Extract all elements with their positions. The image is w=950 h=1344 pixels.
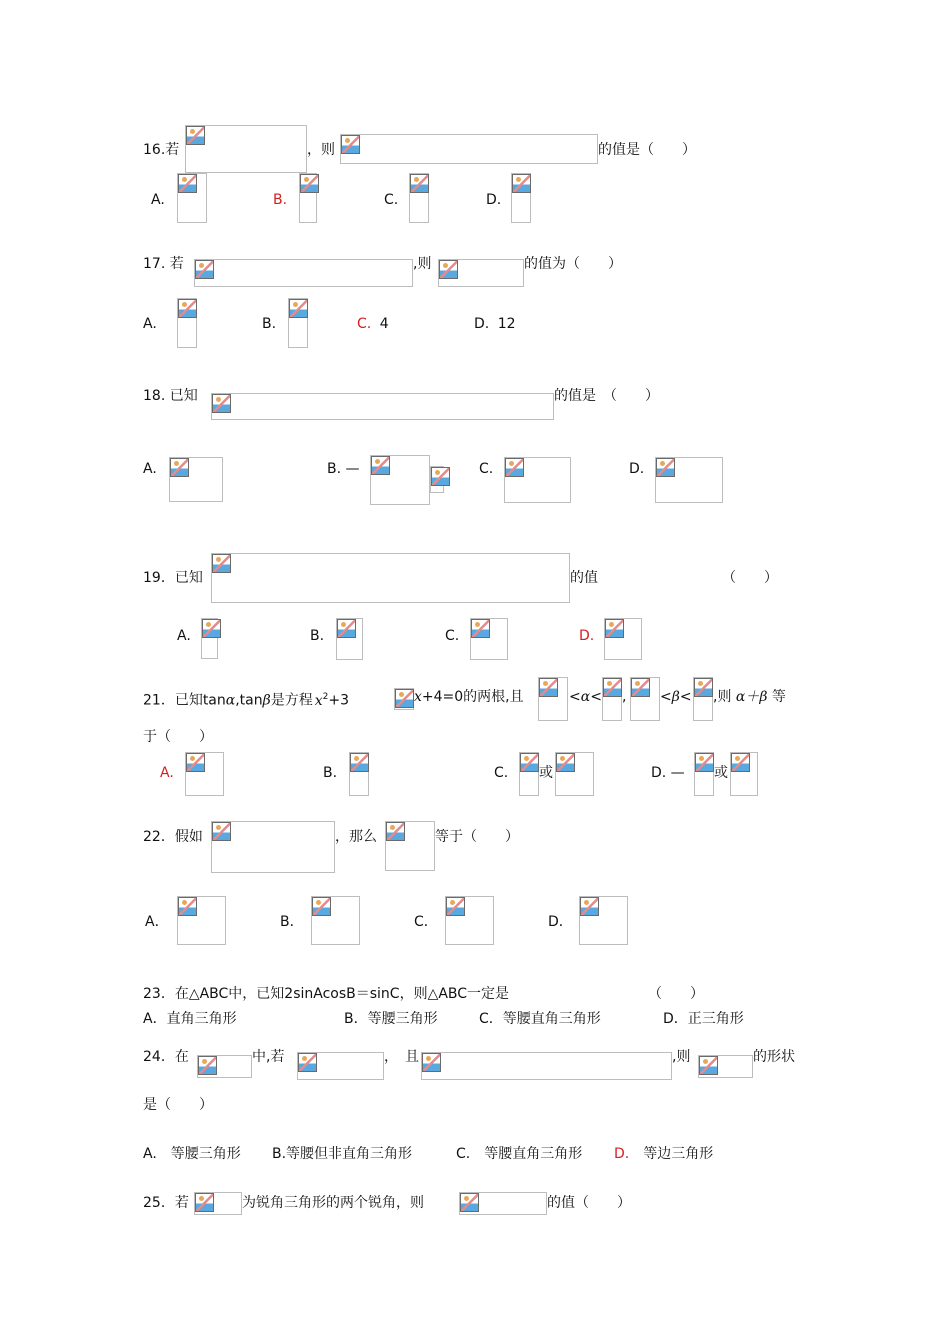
q24-stem-d: ,则 [672, 1049, 691, 1065]
formula-image [421, 1052, 672, 1080]
formula-image [197, 1055, 252, 1078]
q21-lt4-text: < [679, 689, 692, 705]
q21-dengyu: 等 [771, 689, 786, 705]
q21-lt1 [569, 687, 602, 707]
formula-image [340, 134, 598, 164]
q19-stem-c: 的值 [570, 570, 598, 586]
option-image [470, 618, 508, 660]
q19-stem-a: 19．已知 [143, 570, 203, 586]
q17-option-b[interactable]: B. [262, 316, 277, 332]
q21-option-d[interactable]: D. — [651, 765, 685, 781]
q21-alpha: α [225, 692, 236, 709]
formula-image [630, 677, 660, 721]
q16-option-b[interactable]: B. [273, 192, 288, 208]
q21-eq: +4=0的两根,且 [421, 689, 524, 705]
option-image [511, 173, 531, 223]
q22-option-a[interactable]: A． [145, 914, 169, 930]
q21-x-tail: x [414, 689, 422, 705]
q21-stem-b: 是方程 [270, 692, 313, 709]
q23-option-c[interactable]: C．等腰直角三角形 [479, 1011, 601, 1027]
q21-lt2-text: < [590, 689, 602, 705]
q19-option-d[interactable]: D. [579, 628, 595, 644]
q21-sum: α＋β [735, 689, 768, 705]
q21-line2: 于（ ） [143, 729, 213, 745]
q17-option-c[interactable] [357, 314, 389, 334]
q24-stem-c: ， 且 [384, 1049, 419, 1065]
q22-option-c[interactable]: C． [414, 914, 438, 930]
q22-stem-c: 等于（ ） [435, 829, 519, 845]
q17-stem-c: 的值为（ ） [524, 256, 622, 272]
option-image [555, 752, 594, 796]
q16-option-d[interactable]: D. [486, 192, 502, 208]
formula-image [194, 259, 413, 287]
q21-stem [143, 687, 349, 711]
formula-image [297, 1052, 384, 1080]
formula-image [693, 677, 713, 721]
option-image [604, 618, 642, 660]
q17-option-d-label: D. [474, 316, 490, 332]
q23-option-d[interactable]: D．正三角形 [663, 1011, 744, 1027]
option-image [311, 896, 360, 945]
q24-option-d-text: 等边三角形 [629, 1146, 714, 1162]
option-image [169, 457, 223, 502]
q21-then [713, 687, 786, 707]
q18-stem-a: 18. 已知 [143, 388, 198, 404]
q18-stem-c: 的值是 （ ） [554, 388, 659, 404]
option-image [445, 896, 494, 945]
option-image [177, 173, 207, 223]
option-image [177, 298, 197, 348]
option-image [730, 752, 758, 796]
q25-stem-a: 25．若 [143, 1195, 189, 1211]
option-image [336, 618, 363, 660]
q21-or-d: 或 [714, 765, 728, 781]
q21-stem-a: 21．已知tan [143, 692, 226, 709]
q17-stem-b: ,则 [413, 256, 432, 272]
formula-image [602, 677, 622, 721]
formula-image [211, 821, 335, 873]
q22-option-b[interactable]: B． [280, 914, 304, 930]
q24-option-d[interactable] [614, 1144, 713, 1164]
q25-stem-b: 为锐角三角形的两个锐角，则 [242, 1195, 424, 1211]
formula-image [394, 688, 414, 710]
q21-square: 2 [322, 692, 329, 702]
option-image [370, 455, 430, 505]
q21-option-b[interactable]: B. [323, 765, 338, 781]
option-image [579, 896, 628, 945]
q22-stem-b: ，那么 [335, 829, 377, 845]
option-image [201, 618, 218, 659]
q21-then-text: ,则 [713, 689, 732, 705]
q19-paren: （ ） [722, 570, 778, 586]
q16-stem-b: ，则 [307, 142, 335, 158]
q17-option-c-label: C. [357, 316, 372, 332]
q21-lt1-text: < [569, 689, 581, 705]
option-image [504, 457, 571, 503]
formula-image [211, 553, 570, 603]
q21-tan: ,tan [235, 692, 263, 709]
option-image [409, 173, 429, 223]
option-image [655, 457, 723, 503]
q16-option-c[interactable]: C. [384, 192, 399, 208]
formula-image [459, 1192, 547, 1215]
formula-image [194, 1192, 242, 1215]
q23-option-a[interactable]: A．直角三角形 [143, 1011, 237, 1027]
option-image [299, 173, 317, 223]
q23-stem: 23．在△ABC中，已知2sinAcosB＝sinC，则△ABC一定是 [143, 986, 510, 1002]
q21-beta2: β [671, 689, 680, 705]
q21-stem-cont [414, 687, 524, 707]
q16-stem-c: 的值是（ ） [598, 142, 696, 158]
formula-image [538, 677, 568, 721]
q21-option-a[interactable]: A. [160, 765, 174, 781]
q19-option-b[interactable]: B. [310, 628, 325, 644]
formula-image [385, 821, 435, 871]
option-image [519, 752, 539, 796]
q21-or-c: 或 [539, 765, 553, 781]
q16-stem-a: 16.若 [143, 142, 180, 158]
q21-lt3 [660, 687, 692, 707]
formula-image [185, 125, 307, 173]
q24-line2: 是（ ） [143, 1097, 213, 1113]
q18-option-d[interactable]: D. [629, 461, 645, 477]
option-image [177, 896, 226, 945]
option-image [694, 752, 714, 796]
q23-option-b[interactable]: B．等腰三角形 [344, 1011, 438, 1027]
q24-option-b[interactable]: B.等腰但非直角三角形 [272, 1146, 413, 1162]
q19-option-a[interactable]: A. [177, 628, 191, 644]
q22-option-d[interactable]: D． [548, 914, 573, 930]
q21-plus3: +3 [328, 692, 350, 709]
option-image [349, 752, 369, 796]
q21-lt3-text: < [660, 689, 672, 705]
option-image-small [430, 466, 444, 493]
formula-image [211, 393, 554, 420]
q24-stem-e: 的形状 [753, 1049, 795, 1065]
q21-alpha2: α [580, 689, 591, 705]
q24-stem-b: 中,若 [252, 1049, 285, 1065]
formula-image [438, 259, 524, 287]
q18-option-b[interactable]: B. — [327, 461, 360, 477]
q22-stem-a: 22．假如 [143, 829, 203, 845]
q24-option-a[interactable]: A. 等腰三角形 [143, 1146, 241, 1162]
q17-option-c-value: 4 [379, 316, 389, 332]
q21-x: x [314, 692, 323, 709]
q16-option-a[interactable]: A. [151, 192, 165, 208]
q24-stem-a: 24．在 [143, 1049, 189, 1065]
q18-option-a[interactable]: A. [143, 461, 157, 477]
q25-stem-c: 的值（ ） [547, 1195, 631, 1211]
q18-option-c[interactable]: C. [479, 461, 494, 477]
q17-option-d-value: 12 [497, 316, 516, 332]
q17-option-d[interactable] [474, 314, 516, 334]
option-image [288, 298, 308, 348]
q19-option-c[interactable]: C. [445, 628, 460, 644]
q17-stem-a: 17. 若 [143, 256, 184, 272]
q21-beta: β [262, 692, 271, 709]
q24-option-c[interactable]: C. 等腰直角三角形 [456, 1146, 583, 1162]
q21-option-c[interactable]: C. [494, 765, 509, 781]
q23-paren: （ ） [648, 986, 704, 1002]
q21-comma: , [622, 689, 627, 705]
option-image [185, 752, 224, 796]
q24-option-d-label: D. [614, 1146, 630, 1162]
q17-option-a[interactable]: A. [143, 316, 157, 332]
formula-image [698, 1055, 753, 1078]
